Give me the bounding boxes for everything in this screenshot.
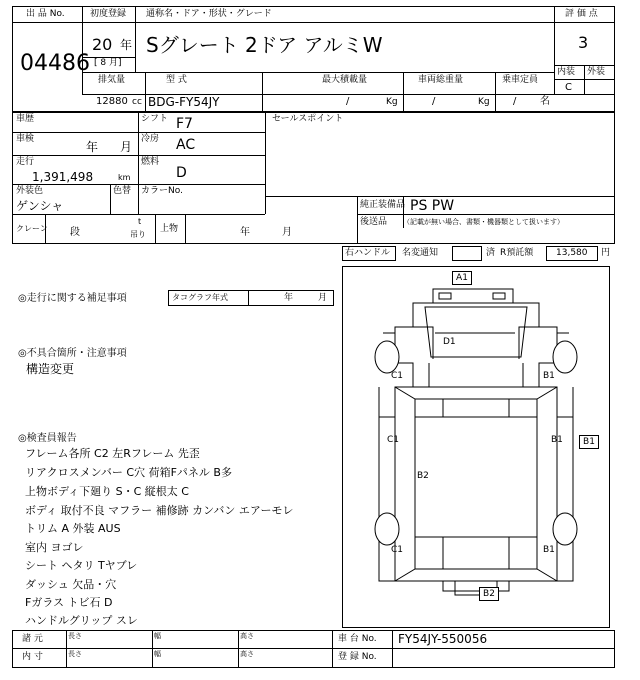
reg-year-unit: 年 [120,38,133,52]
footer-table [12,630,615,668]
crane-t: t [138,217,142,226]
inspector-line: 室内 ヨゴレ [25,541,84,554]
damage-tag-b1: B1 [543,545,555,555]
gross-weight-label: 車両総重量 [418,75,464,85]
height-label: 高さ [240,650,254,658]
shift-label: シフト [141,114,169,124]
lot-number: 04486 [20,51,90,76]
capacity-unit: 名 [540,96,550,107]
damage-tag-d1: D1 [443,337,456,347]
score-value: 3 [578,33,589,52]
inspector-line: ボディ 取付不良 マフラー 補修跡 カンバン エアーモレ [25,504,294,517]
grade-label: 通称名・ドア・形状・グレード [146,9,272,19]
equipment-value: PS PW [410,198,455,214]
naiyo-label: 内 寸 [22,652,43,662]
handle-value: 右ハンドル [345,248,391,258]
damage-tag-b2: B2 [417,471,429,481]
fuel-value: D [176,165,187,181]
damage-tag-c1: C1 [391,371,404,381]
driving-title: ◎走行に関する補足事項 [18,293,127,304]
width-label: 幅 [154,632,161,640]
max-load-unit: Kg [386,97,398,107]
inspector-line: フレーム各所 C2 左Rフレーム 先歪 [25,447,200,460]
crane-label: クレーン [16,224,48,233]
inspector-line: トリム A 外装 AUS [25,522,121,535]
chassis-label: 車 台 No. [338,634,377,644]
color-change-label: 色替 [113,186,132,196]
defect-title: ◎不具合箇所・注意事項 [18,348,127,359]
lot-label: 出 品 No. [26,9,65,19]
inspection-year: 年 [86,140,99,154]
deposit-value: 13,580 [556,248,588,258]
damage-tag-c1: C1 [387,435,400,445]
chassis-value: FY54JY-550056 [398,632,488,646]
fuel-label: 燃料 [141,157,160,167]
height-label: 高さ [240,632,254,640]
color-value: ゲンシャ [16,199,64,213]
name-change-label: 名変通知 [402,248,439,258]
aftermarket-label: 後送品 [360,217,388,227]
defect-text: 構造変更 [26,362,75,376]
length-label: 長さ [68,632,82,640]
exterior-label: 外装 [587,67,606,77]
inspector-title: ◎検査員報告 [18,433,77,444]
vehicle-diagram [342,266,610,628]
mileage-label: 走行 [16,157,35,167]
first-reg-label: 初度登録 [90,9,127,19]
model-label: 型 式 [166,75,187,85]
damage-tag-b1: B1 [579,435,599,449]
deposit-label: R預託額 [500,248,534,258]
inspection-month: 月 [120,140,133,154]
tacho-year: 年 [284,293,294,303]
inspector-line: ダッシュ 欠品・穴 [25,578,117,591]
score-label: 評 価 点 [565,9,598,19]
damage-tag-c1: C1 [391,545,404,555]
gross-weight-value: / [432,96,436,107]
mileage-value: 1,391,498 [32,170,94,184]
ac-label: 冷房 [141,134,160,144]
damage-tag-b1: B1 [543,371,555,381]
damage-tag-b1: B1 [551,435,563,445]
lift-label: 上物 [160,224,179,234]
max-load-label: 最大積載量 [322,75,368,85]
inspector-line: 上物ボディ下廻り S・C 縦根太 C [25,485,189,498]
truck-outline-icon [343,267,609,627]
width-label: 幅 [154,650,161,658]
capacity-label: 乗車定員 [502,75,539,85]
color-label: 外装色 [16,186,44,196]
interior-label: 内装 [557,67,576,77]
damage-tag-a1: A1 [452,271,472,285]
reg-year: 20 [92,35,113,54]
crane-lift: 吊り [130,230,146,239]
capacity-value: / [513,96,517,107]
color-no-label: カラーNo. [141,186,183,196]
inspection-label: 車検 [16,134,35,144]
reg-label: 登 録 No. [338,652,377,662]
length-label: 長さ [68,650,82,658]
ac-value: AC [176,137,196,153]
interior-score: C [565,82,572,93]
inspector-line: シート ヘタリ Tヤブレ [25,559,138,572]
lift-year: 年 [240,227,250,238]
grade-value: Sグレート 2ドア アルミW [146,33,383,57]
lift-month: 月 [282,227,292,238]
max-load-value: / [346,96,350,107]
tacho-label: タコグラフ年式 [172,293,228,302]
inspector-line: ハンドルグリップ スレ [25,614,138,627]
gross-weight-unit: Kg [478,97,490,107]
displacement-label: 排気量 [98,75,126,85]
displacement-value: 12880 [96,96,128,107]
mileage-unit: km [118,173,131,182]
deposit-unit: 円 [601,248,611,258]
inspector-line: リアクロスメンバー C穴 荷箱Fパネル B多 [25,466,232,479]
equipment-label: 純正装備品 [360,200,406,210]
reg-month: [ 8 月] [94,58,122,68]
history-label: 車歴 [16,114,35,124]
crane-stage: 段 [70,227,80,238]
aftermarket-note: （記載が無い場合、書類・機器類として扱います） [403,218,564,226]
shoki-label: 諸 元 [22,634,43,644]
shift-value: F7 [176,116,193,132]
displacement-unit: cc [132,97,142,107]
model-value: BDG-FY54JY [148,95,220,109]
tacho-month: 月 [318,293,328,303]
damage-tag-b2: B2 [479,587,499,601]
deposit-mark: 済 [486,248,496,258]
inspector-line: Fガラス トビ石 D [25,596,113,609]
sales-point-label: セールスポイント [272,114,344,124]
name-change-box [452,246,482,261]
